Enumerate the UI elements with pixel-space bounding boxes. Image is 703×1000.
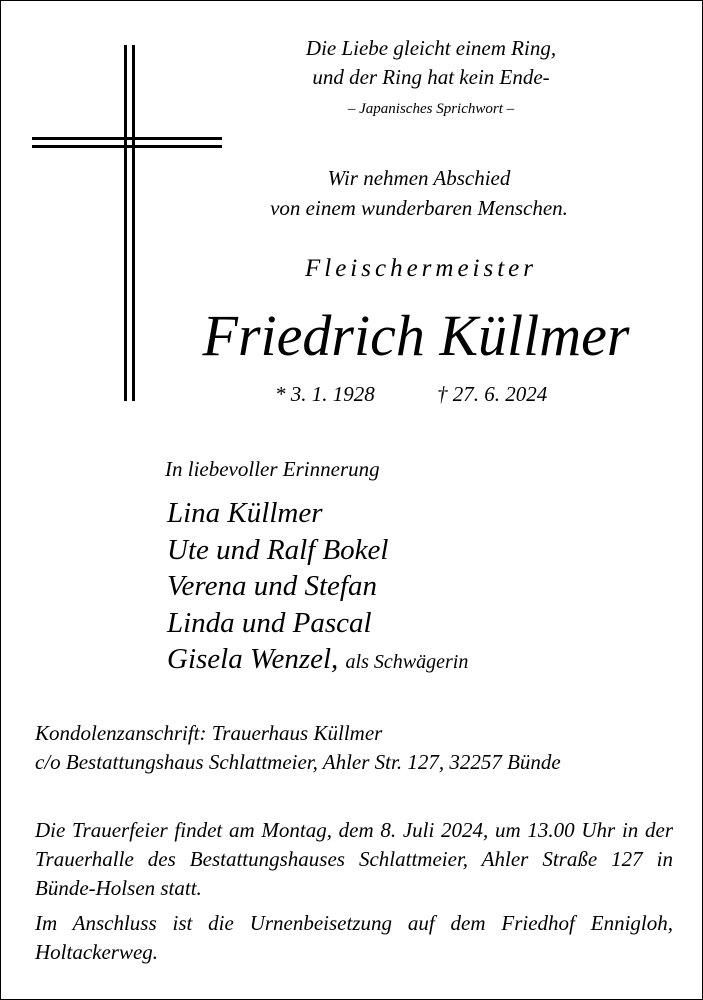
mourner-name: Lina Küllmer xyxy=(167,497,323,529)
quote-line-1: Die Liebe gleicht einem Ring, xyxy=(305,36,557,60)
condolence-line-1: Kondolenzanschrift: Trauerhaus Küllmer xyxy=(35,721,383,745)
service-paragraph-2: Im Anschluss ist die Urnenbeisetzung auf dem Friedhof Ennigloh, Holtackerweg. xyxy=(35,911,673,964)
service-paragraph-1: Die Trauerfeier findet am Montag, dem 8. Juli 2024, um 13.00 Uhr in der Trauerhalle des Bestattungshauses Schlattmeier, Ahler Straße 127 in Bünde-Holsen statt. xyxy=(35,818,673,900)
mourner-role: als Schwägerin xyxy=(345,651,469,673)
birth-date: * 3. 1. 1928 xyxy=(275,382,375,406)
mourners-list xyxy=(167,495,468,681)
mourner-name: Verena und Stefan xyxy=(167,570,377,602)
memory-text: In liebevoller Erinnerung xyxy=(165,457,380,481)
mourner xyxy=(167,605,468,642)
mourner xyxy=(167,641,468,681)
condolence-line-2: c/o Bestattungshaus Schlattmeier, Ahler Str. 127, 32257 Bünde xyxy=(35,750,561,774)
death-date: † 27. 6. 2024 xyxy=(437,382,548,406)
profession: Fleischermeister xyxy=(304,255,537,282)
farewell-line-1: Wir nehmen Abschied xyxy=(327,166,511,190)
mourner xyxy=(167,532,468,569)
deceased-name: Friedrich Küllmer xyxy=(202,303,630,368)
quote xyxy=(236,34,626,92)
mourner xyxy=(167,495,468,532)
mourner xyxy=(167,568,468,605)
farewell-line-2: von einem wunderbaren Menschen. xyxy=(270,196,568,220)
mourner-name: Linda und Pascal xyxy=(167,606,372,639)
farewell-text xyxy=(214,163,624,223)
quote-line-2: und der Ring hat kein Ende- xyxy=(312,65,550,89)
mourner-name: Ute und Ralf Bokel xyxy=(167,533,389,566)
service-info xyxy=(35,816,673,967)
condolence-address xyxy=(35,719,561,777)
mourner-name: Gisela Wenzel, xyxy=(167,643,339,675)
quote-source: – Japanisches Sprichwort – xyxy=(347,101,515,117)
